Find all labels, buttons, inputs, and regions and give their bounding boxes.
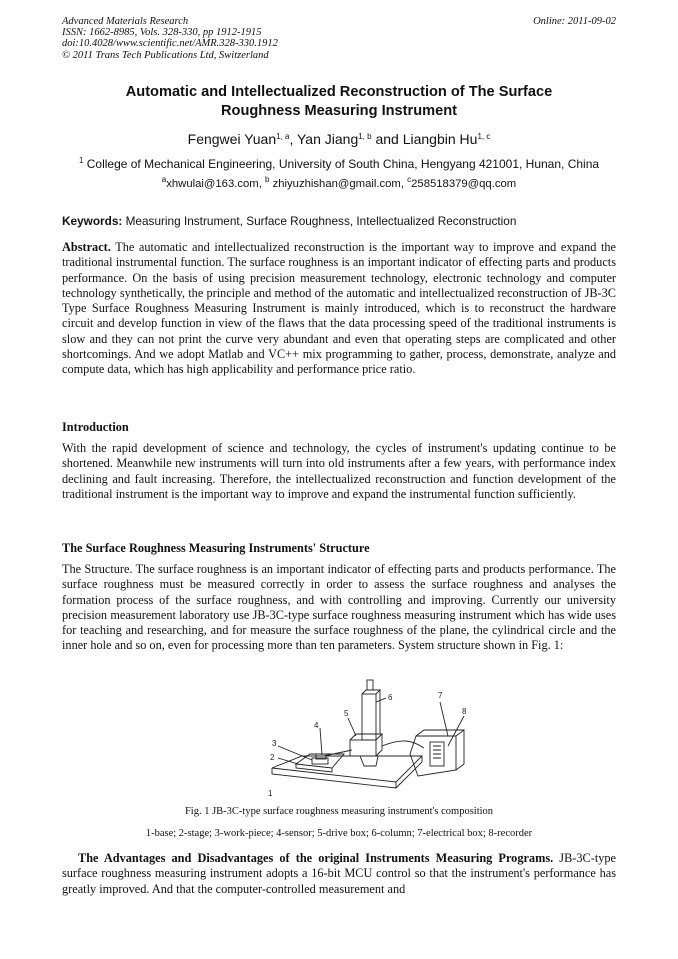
- issn-line: ISSN: 1662-8985, Vols. 328-330, pp 1912-1915: [62, 27, 262, 39]
- label-7: 7: [438, 691, 443, 700]
- leader-3: [278, 746, 312, 760]
- author-1: Fengwei Yuan: [187, 131, 277, 147]
- cable: [382, 741, 424, 748]
- structure-heading: The Surface Roughness Measuring Instruments' Structure: [62, 541, 370, 555]
- drive-box: [350, 740, 376, 756]
- author-2-sup: 1, b: [358, 132, 372, 141]
- abstract-label: Abstract.: [62, 240, 111, 254]
- advantages-label: The Advantages and Disadvantages of the original Instruments Measuring Programs.: [78, 851, 554, 865]
- journal-name: Advanced Materials Research: [62, 16, 189, 27]
- author-3-sup: 1, c: [477, 132, 491, 141]
- affiliation-text: College of Mechanical Engineering, University of South China, Hengyang 421001, Hunan, China: [86, 157, 600, 171]
- email-c-sup: c: [407, 175, 412, 184]
- column-top: [362, 690, 380, 734]
- figure-legend: 1-base; 2-stage; 3-work-piece; 4-sensor; 5-drive box; 6-column; 7-electrical box; 8-recorder: [145, 828, 533, 839]
- keywords-text: Measuring Instrument, Surface Roughness, Intellectualized Reconstruction: [125, 214, 517, 228]
- author-1-sup: 1, a: [276, 132, 290, 141]
- affiliation: [62, 157, 616, 171]
- label-8: 8: [462, 707, 467, 716]
- recorder-lines: [433, 746, 441, 758]
- structure-text: The Structure. The surface roughness is an important indicator of effecting parts and products performance. The surface roughness must be measured correctly in order to assess the surface roughness and analyses the formation process of the surface roughness, and with controlling and improving. Currently our university precision measurement laboratory use JB-3C-type surface roughness measuring instrument which has wide uses for teaching and researching, and for measure the surface roughness of the plane, the cylindrical circle and the inner hole and so on, even for processing more than ten parameters. System structure shown in Fig. 1:: [62, 562, 616, 653]
- copyright-line: © 2011 Trans Tech Publications Ltd, Switzerland: [62, 49, 269, 61]
- email-a-sup: a: [161, 175, 167, 184]
- base-side: [396, 756, 422, 788]
- abstract-text: The automatic and intellectualized reconstruction is the important way to improve and expand the traditional instrumental function. The surface roughness is an important indicator of effecting parts and products performance. On the basis of using precision measurement technology, electronic technology and computer technology synthetically, the principle and method of the automatic and intellectualized reconstruction of JB-3C Type Surface Roughness Measuring Instrument is mainly introduced, which is to reconstruct the hardware circuit and develop function in view of the flaws that the data processing speed of the traditional instruments is slow and they can not print the curve very abundant and even that operating steps are complicated and other shortcomings. And we adopt Matlab and VC++ mix programming to gather, process, demonstrate, analyze and compute data, which has high applicability and performance price ratio.: [62, 240, 616, 377]
- author-3: and Liangbin Hu: [371, 131, 478, 147]
- online-date: Online: 2011-09-02: [533, 16, 616, 27]
- email-list: [62, 175, 616, 190]
- title-line-2: Roughness Measuring Instrument: [221, 103, 457, 119]
- label-2: 2: [270, 753, 275, 762]
- doi-line: doi:10.4028/www.scientific.net/AMR.328-330.1912: [62, 38, 278, 50]
- label-1: 1: [268, 789, 273, 798]
- paper-title: [62, 83, 616, 121]
- base-plate: [272, 756, 422, 782]
- stage-edge: [296, 764, 332, 772]
- leader-7: [440, 702, 448, 736]
- advantages-text: JB-3C-type surface roughness measuring instrument adopts a 16-bit MCU control so that the instrument's performance has greatly improved. And that the computer-controlled measurement and: [62, 851, 616, 896]
- author-2: , Yan Jiang: [289, 131, 359, 147]
- introduction-text: With the rapid development of science and technology, the cycles of instrument's updating continue to be shortened. Meanwhile new instruments will turn into old instruments after a few years, with performance index declining and fault increasing. Therefore, the intellectualized reconstruction and function development of the traditional instrument is the important way to improve and expand the instrumental function sufficiently.: [62, 441, 616, 501]
- author-list: [62, 131, 616, 147]
- leader-5: [348, 718, 356, 736]
- email-b: zhiyuzhishan@gmail.com,: [269, 178, 408, 190]
- label-3: 3: [272, 739, 277, 748]
- email-a: xhwulai@163.com,: [166, 178, 265, 190]
- figure-caption: Fig. 1 JB-3C-type surface roughness measuring instrument's composition: [184, 806, 494, 817]
- email-c: 258518379@qq.com: [411, 178, 517, 190]
- base-edge: [272, 768, 396, 788]
- leader-4: [320, 728, 322, 755]
- title-line-1: Automatic and Intellectualized Reconstruction of The Surface: [125, 84, 553, 100]
- leader-6: [376, 698, 386, 702]
- instrument-figure: [252, 676, 480, 804]
- label-6: 6: [388, 693, 393, 702]
- abstract: [62, 240, 616, 378]
- keywords: [62, 214, 516, 228]
- advantages-paragraph: [62, 851, 616, 897]
- email-b-sup: b: [265, 175, 270, 184]
- column: [362, 694, 376, 740]
- keywords-label: Keywords:: [62, 214, 123, 228]
- label-5: 5: [344, 709, 349, 718]
- drive-box-top: [350, 734, 382, 756]
- column-knob: [367, 680, 373, 690]
- label-4: 4: [314, 721, 319, 730]
- introduction-heading: Introduction: [62, 420, 129, 434]
- column-foot: [360, 756, 378, 766]
- affiliation-sup: 1: [78, 156, 84, 165]
- journal-header: [62, 16, 278, 61]
- sensor-arm: [324, 750, 352, 756]
